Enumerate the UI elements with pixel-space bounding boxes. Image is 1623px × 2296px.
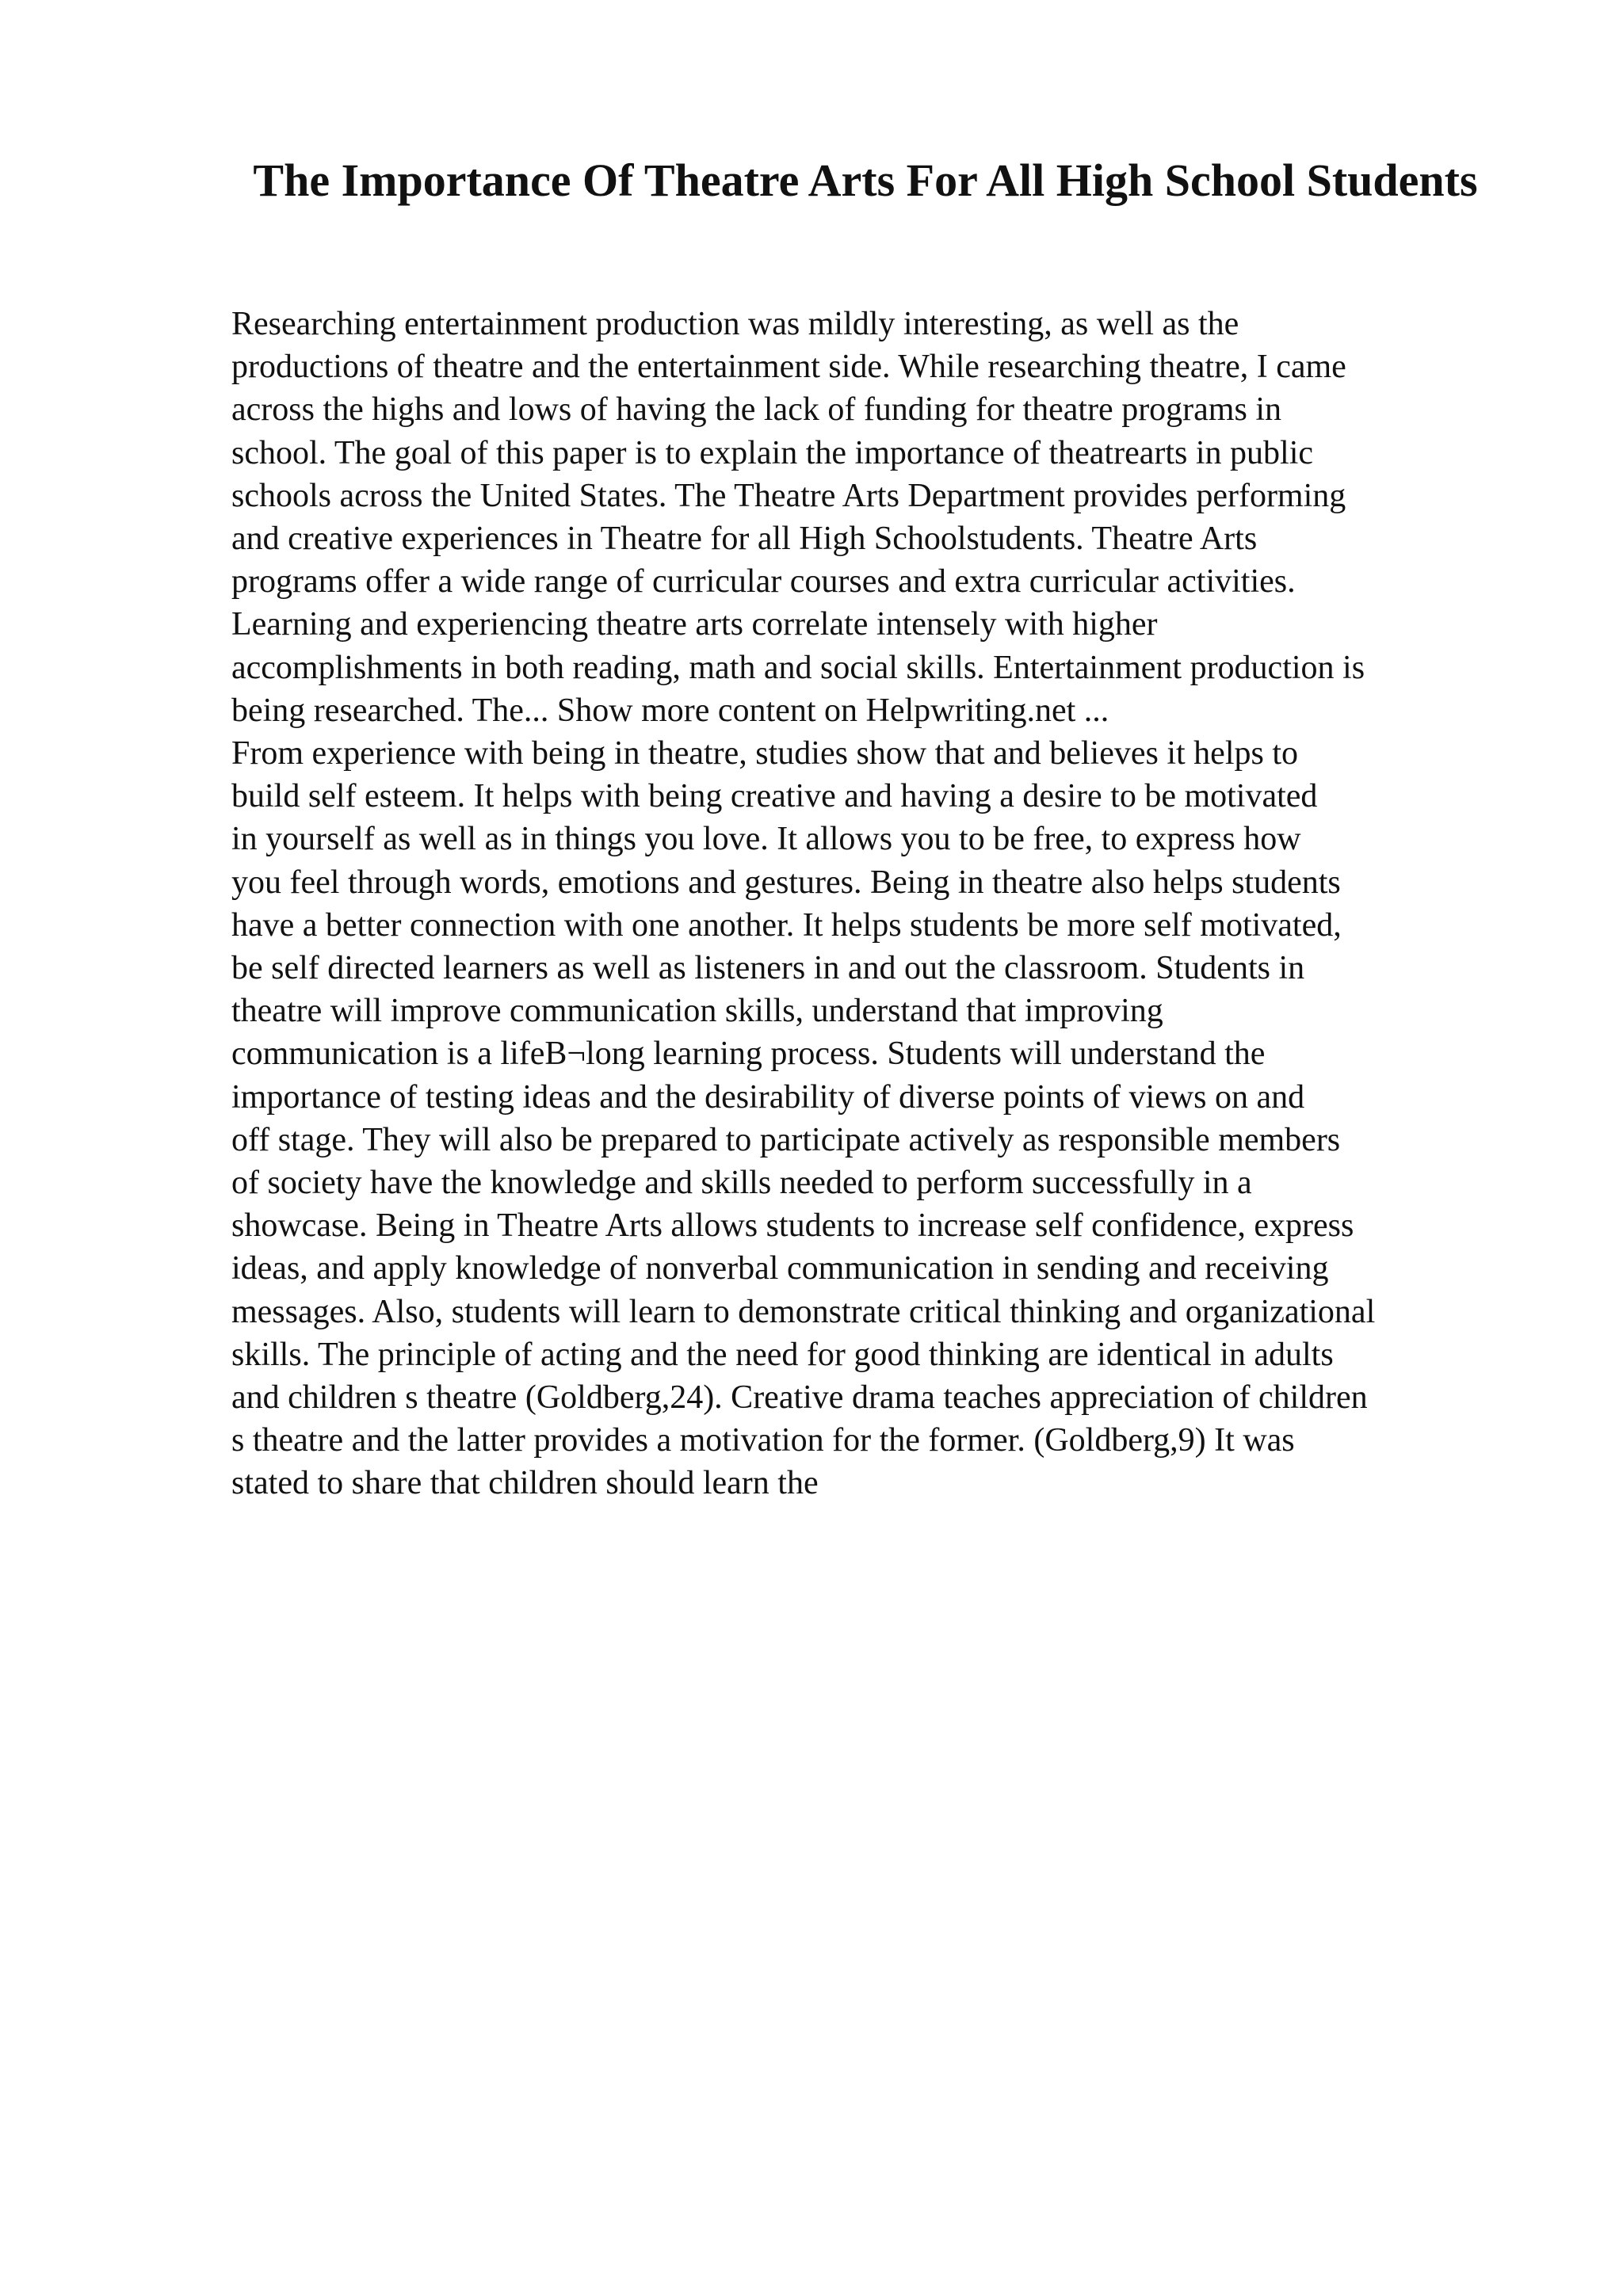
body-line: messages. Also, students will learn to demonstrate critical thinking and organizational: [231, 1293, 1376, 1330]
body-line: theatre will improve communication skills, understand that improving: [231, 993, 1163, 1030]
body-line: skills. The principle of acting and the need for good thinking are identical in adults: [231, 1336, 1334, 1373]
body-line: ideas, and apply knowledge of nonverbal communication in sending and receiving: [231, 1250, 1329, 1287]
body-line: across the highs and lows of having the lack of funding for theatre programs in: [231, 391, 1281, 429]
body-line: programs offer a wide range of curricular courses and extra curricular activities.: [231, 563, 1296, 601]
document-body: [231, 303, 1515, 1505]
body-line: stated to share that children should learn the: [231, 1465, 819, 1502]
body-line: s theatre and the latter provides a motivation for the former. (Goldberg,9) It was: [231, 1422, 1295, 1459]
body-line: Learning and experiencing theatre arts correlate intensely with higher: [231, 606, 1158, 643]
body-line: schools across the United States. The Theatre Arts Department provides performing: [231, 477, 1346, 514]
body-line: have a better connection with one another. It helps students be more self motivated,: [231, 906, 1342, 944]
body-line: in yourself as well as in things you love. It allows you to be free, to express how: [231, 821, 1301, 858]
body-line: and creative experiences in Theatre for all High Schoolstudents. Theatre Arts: [231, 521, 1258, 558]
body-line: of society have the knowledge and skills needed to perform successfully in a: [231, 1165, 1252, 1202]
body-line: accomplishments in both reading, math and social skills. Entertainment production is: [231, 649, 1365, 686]
body-line: you feel through words, emotions and gestures. Being in theatre also helps students: [231, 864, 1341, 901]
body-line: From experience with being in theatre, studies show that and believes it helps to: [231, 735, 1299, 772]
body-line: school. The goal of this paper is to explain the importance of theatrearts in public: [231, 434, 1313, 471]
body-line: communication is a lifeB¬long learning process. Students will understand the: [231, 1035, 1266, 1073]
body-line: be self directed learners as well as listeners in and out the classroom. Students in: [231, 950, 1305, 987]
body-line: off stage. They will also be prepared to participate actively as responsible members: [231, 1121, 1341, 1158]
body-line: build self esteem. It helps with being creative and having a desire to be motivated: [231, 778, 1318, 815]
body-line: showcase. Being in Theatre Arts allows students to increase self confidence, express: [231, 1207, 1354, 1245]
body-line: being researched. The... Show more content on Helpwriting.net ...: [231, 692, 1109, 729]
body-line: and children s theatre (Goldberg,24). Creative drama teaches appreciation of children: [231, 1379, 1368, 1417]
body-line: importance of testing ideas and the desirability of diverse points of views on and: [231, 1078, 1305, 1116]
body-line: productions of theatre and the entertainment side. While researching theatre, I came: [231, 349, 1346, 386]
document-title: The Importance Of Theatre Arts For All High School Students: [253, 154, 1478, 206]
body-line: Researching entertainment production was mildly interesting, as well as the: [231, 306, 1239, 342]
